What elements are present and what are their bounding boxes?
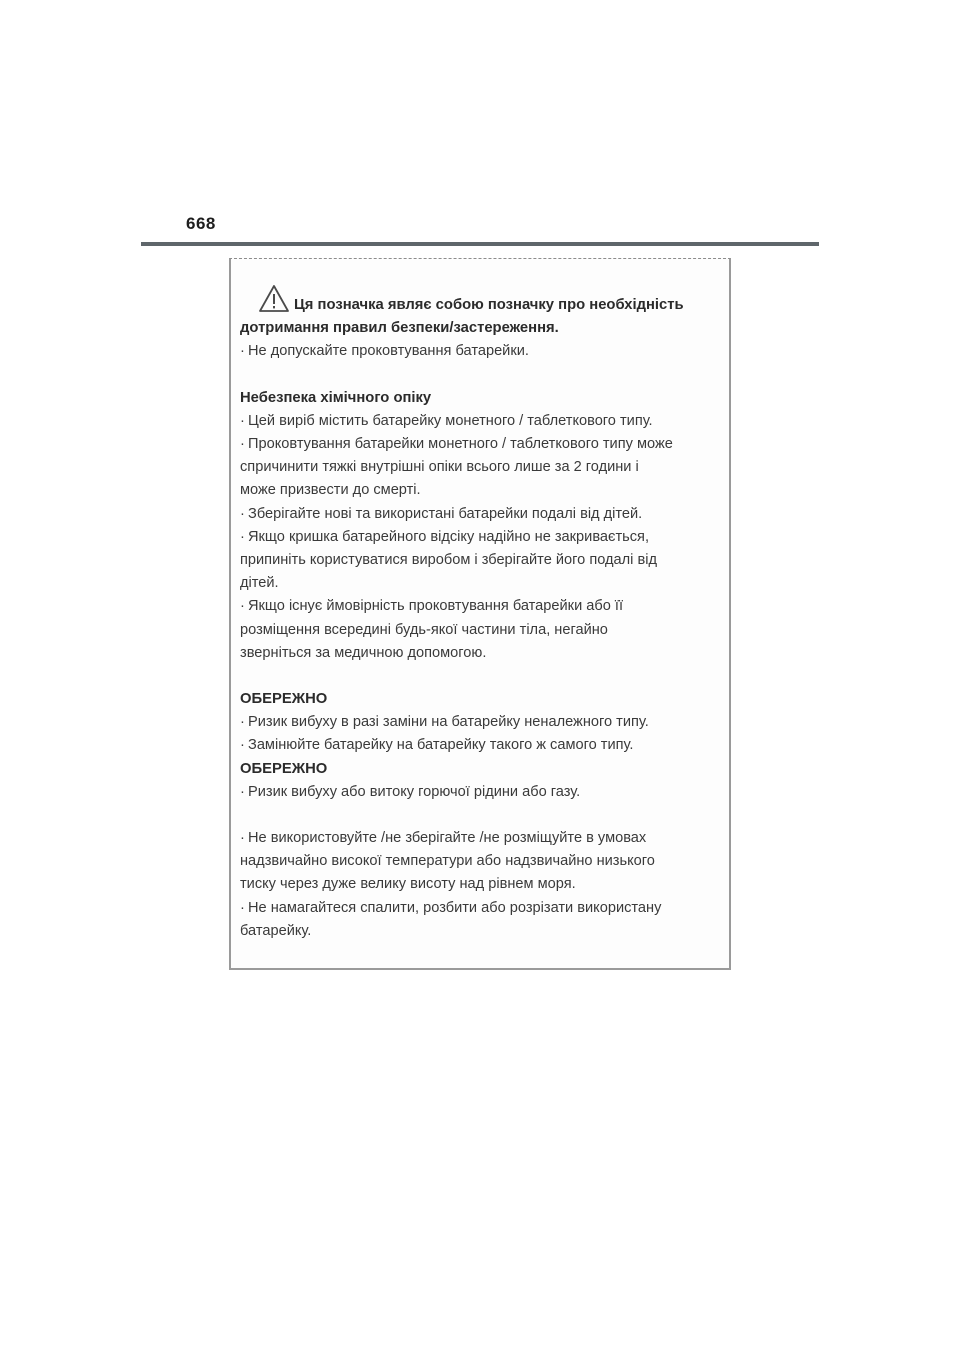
caution-list-2 [240, 781, 724, 804]
bullet-text: Ризик вибуху в разі заміни на батарейку неналежного типу. [248, 714, 649, 731]
bullet-item [240, 827, 724, 897]
final-list [240, 827, 724, 943]
intro-bullet [240, 340, 724, 363]
bullet-text: Якщо кришка батарейного відсіку надійно не закривається, [248, 528, 650, 545]
bullet-text-continued: тиску через дуже велику висоту над рівнем моря. [240, 876, 576, 893]
warning-content [240, 294, 724, 943]
bullet-marker: · [240, 343, 245, 360]
caution-title-2: ОБЕРЕЖНО [240, 760, 328, 777]
bullet-marker: · [240, 598, 245, 615]
warning-box [229, 258, 731, 970]
bullet-marker: · [240, 505, 245, 522]
bullet-text: Проковтування батарейки монетного / таблеткового типу може [248, 436, 673, 453]
spacer [240, 364, 724, 387]
bullet-item [240, 897, 724, 943]
caution-title-1: ОБЕРЕЖНО [240, 691, 328, 708]
bullet-item [240, 433, 724, 503]
bullet-text: Якщо існує ймовірність проковтування батарейки або її [248, 598, 624, 615]
spacer [240, 804, 724, 827]
chemical-burn-title: Небезпека хімічного опіку [240, 389, 432, 406]
warning-heading-line-2: дотримання правил безпеки/застереження. [240, 320, 559, 337]
warning-heading-text-1: Ця позначка являє собою позначку про необхідність [294, 297, 684, 313]
header-divider [141, 242, 819, 246]
bullet-text: Замінюйте батарейку на батарейку такого ж самого типу. [248, 737, 634, 754]
intro-bullet-text: Не допускайте проковтування батарейки. [248, 343, 529, 360]
bullet-marker: · [240, 714, 245, 731]
bullet-text-continued: надзвичайно високої температури або надзвичайно низького [240, 853, 655, 870]
bullet-item [240, 734, 724, 757]
bullet-item [240, 410, 724, 433]
bullet-marker: · [240, 528, 245, 545]
bullet-text-continued: може призвести до смерті. [240, 482, 421, 499]
bullet-text-continued: розміщення всередині будь-якої частини тіла, негайно [240, 621, 608, 638]
chemical-burn-list [240, 410, 724, 665]
bullet-text: Зберігайте нові та використані батарейки подалі від дітей. [248, 505, 643, 522]
bullet-marker: · [240, 436, 245, 453]
bullet-text: Ризик вибуху або витоку горючої рідини або газу. [248, 783, 581, 800]
bullet-text: Цей виріб містить батарейку монетного / таблеткового типу. [248, 412, 653, 429]
bullet-text-continued: спричинити тяжкі внутрішні опіки всього лише за 2 години і [240, 459, 639, 476]
bullet-text-continued: батарейку. [240, 922, 312, 939]
warning-triangle-icon [258, 284, 290, 314]
bullet-text-continued: дітей. [240, 575, 279, 592]
bullet-item [240, 503, 724, 526]
caution-list-1 [240, 711, 724, 757]
bullet-marker: · [240, 783, 245, 800]
spacer [240, 665, 724, 688]
bullet-item [240, 595, 724, 665]
bullet-item [240, 781, 724, 804]
bullet-text-continued: зверніться за медичною допомогою. [240, 644, 487, 661]
warning-heading-line-1 [240, 294, 724, 317]
bullet-item [240, 711, 724, 734]
bullet-marker: · [240, 899, 245, 916]
bullet-text: Не намагайтеся спалити, розбити або розрізати використану [248, 899, 662, 916]
bullet-text-continued: припиніть користуватися виробом і зберігайте його подалі від [240, 552, 657, 569]
page-number: 668 [186, 214, 216, 233]
bullet-marker: · [240, 830, 245, 847]
bullet-text: Не використовуйте /не зберігайте /не розміщуйте в умовах [248, 830, 647, 847]
bullet-marker: · [240, 412, 245, 429]
bullet-marker: · [240, 737, 245, 754]
bullet-item [240, 526, 724, 596]
